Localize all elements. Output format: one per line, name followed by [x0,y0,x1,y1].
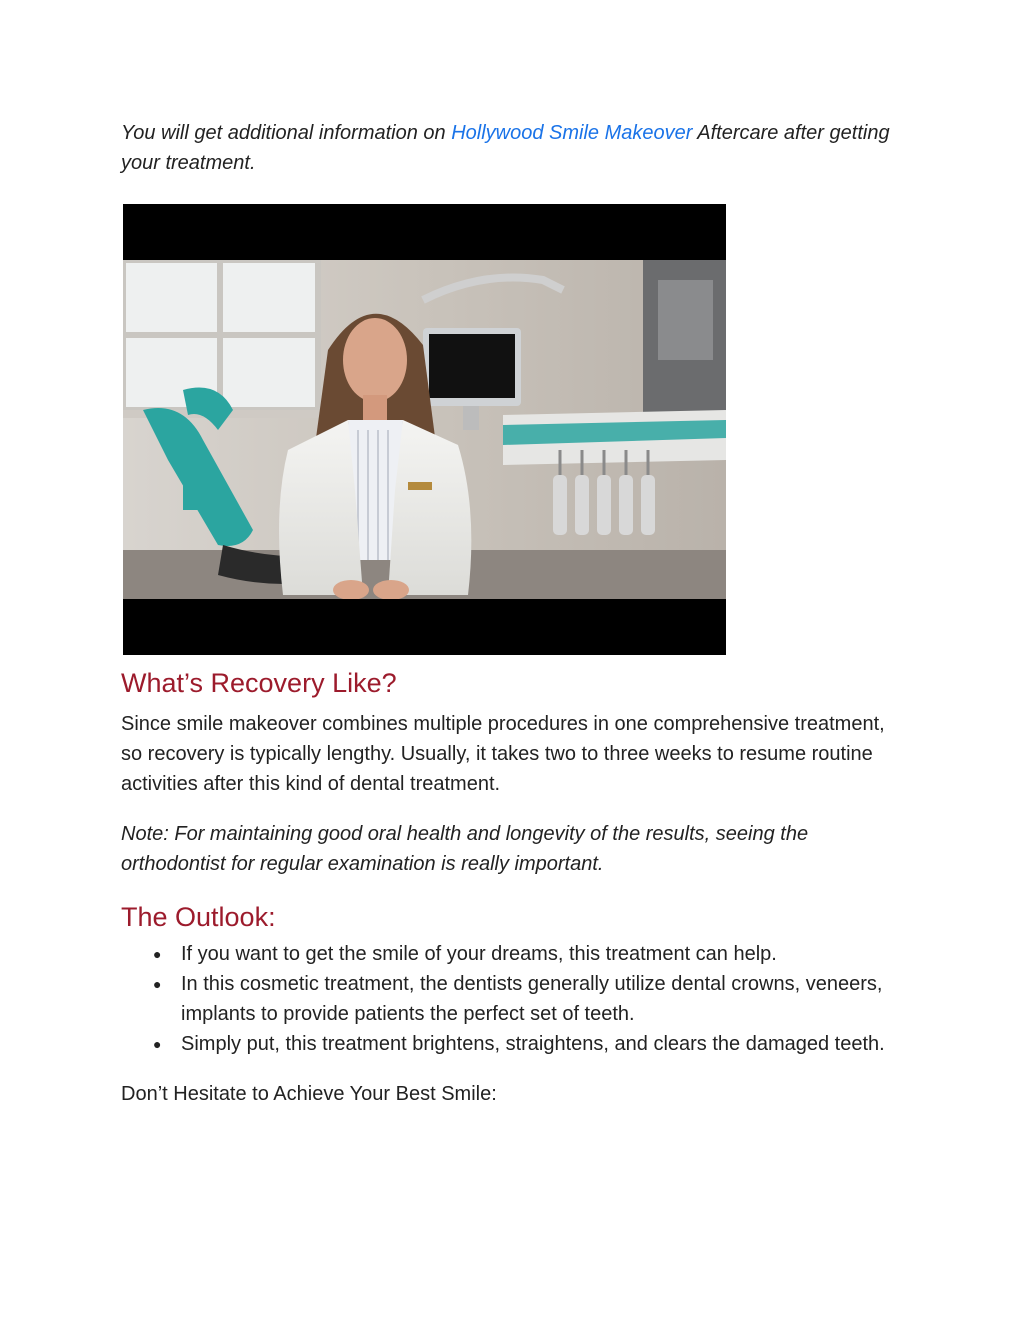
list-item-text: Simply put, this treatment brightens, straightens, and clears the damaged teeth. [181,1033,885,1055]
outlook-list [121,939,911,1059]
intro-paragraph [121,118,911,178]
outlook-heading: The Outlook: [121,902,276,932]
video-thumbnail[interactable] [123,204,726,655]
bullet-icon: ● [153,976,162,992]
list-item-text: In this cosmetic treatment, the dentists generally utilize dental crowns, veneers, implants to provide patients the perfect set of teeth. [181,973,883,1025]
list-item [121,1029,911,1059]
list-item-text: If you want to get the smile of your dreams, this treatment can help. [181,943,777,965]
closing-line: Don’t Hesitate to Achieve Your Best Smile: [121,1083,497,1105]
bullet-icon: ● [153,1036,162,1052]
list-item [121,939,911,969]
recovery-note: Note: For maintaining good oral health and longevity of the results, seeing the orthodontist for regular examination is really important. [121,823,809,875]
document-page [121,118,911,1109]
recovery-body: Since smile makeover combines multiple procedures in one comprehensive treatment, so recovery is typically lengthy. Usually, it takes two to three weeks to resume routine activities after this kind of dental treatment. [121,713,885,795]
recovery-heading: What’s Recovery Like? [121,668,397,698]
hollywood-smile-makeover-link[interactable]: Hollywood Smile Makeover [451,122,693,144]
bullet-icon: ● [153,946,162,962]
clinic-scene-image [123,260,726,599]
intro-prefix: You will get additional information on [121,122,452,144]
window-shape [123,260,323,418]
intro-suffix: Aftercare after getting your treatment. [121,122,890,174]
list-item [121,969,911,1029]
